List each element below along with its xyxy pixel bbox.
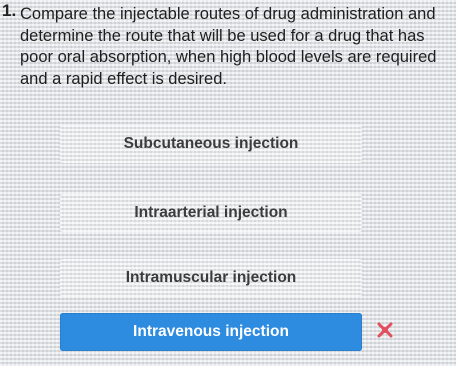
- question-text: Compare the injectable routes of drug administration and determine the route that will be used for a drug that has poor oral absorption, when high blood levels are required and a rapid effect is desired.: [20, 5, 437, 88]
- question-number: 1.: [2, 1, 17, 20]
- option-label: Intraarterial injection: [134, 204, 288, 221]
- wrong-x-icon: [375, 320, 395, 340]
- option-intramuscular[interactable]: [60, 259, 362, 297]
- option-label: Intravenous injection: [133, 323, 289, 340]
- option-label: Subcutaneous injection: [123, 135, 299, 152]
- option-intravenous[interactable]: [60, 313, 362, 351]
- option-label: Intramuscular injection: [125, 269, 297, 286]
- option-subcutaneous[interactable]: [60, 125, 362, 163]
- option-intraarterial[interactable]: [60, 194, 362, 232]
